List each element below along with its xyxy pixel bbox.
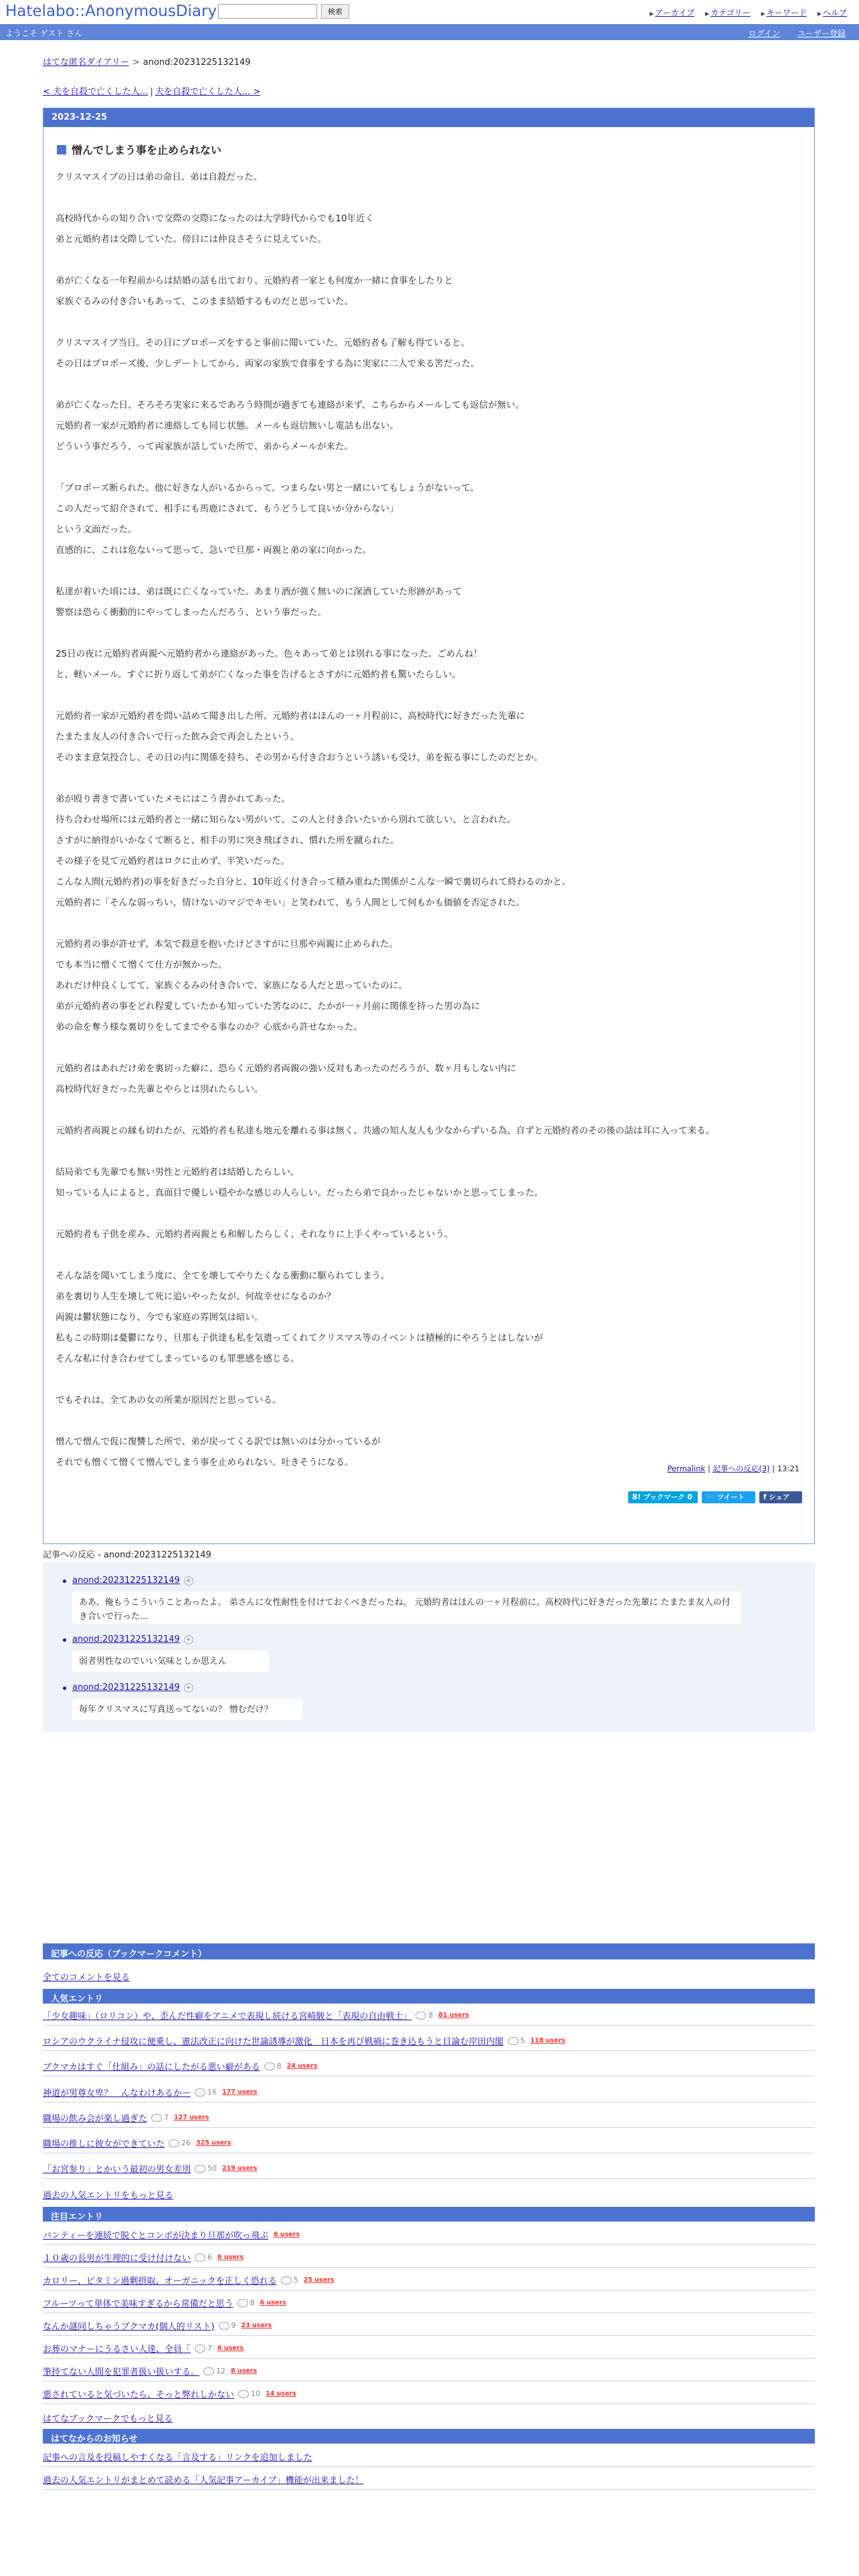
breadcrumb-home[interactable]: はてな匿名ダイアリー — [43, 58, 129, 68]
entry-title — [57, 142, 221, 157]
comment-count-value: 50 — [207, 2164, 217, 2173]
reactions-count-link[interactable]: 記事への反応(3) — [712, 1464, 770, 1473]
entry-line: 直感的に、これは危ないって思って、急いで旦那・両親と弟の家に向かった。 — [56, 545, 372, 556]
entry-line: 憎んで憎んで仮に復讐した所で、弟が戻ってくる訳では無いのは分かっているが — [56, 1436, 381, 1447]
arrow-icon: ▶ — [761, 11, 765, 17]
divider — [43, 2489, 815, 2490]
popular-entry — [43, 2137, 231, 2149]
entry-line: でもそれは、全てあの女の所業が原因だと思っている。 — [56, 1395, 282, 1406]
title-square-icon — [57, 145, 66, 154]
site-logo[interactable]: Hatelabo::AnonymousDiary — [5, 3, 217, 20]
comment-count — [169, 2139, 191, 2147]
arrow-icon: ▶ — [650, 11, 654, 17]
diary-entry — [43, 108, 815, 1544]
breadcrumb-separator: > — [132, 58, 140, 68]
permalink[interactable]: Permalink — [667, 1464, 706, 1473]
comment-count-value: 26 — [181, 2139, 191, 2147]
popular-entry — [43, 2111, 209, 2124]
notable-entry — [43, 2342, 244, 2355]
reaction-link[interactable]: anond:20231225132149 — [72, 1634, 180, 1644]
comment-count — [203, 2367, 225, 2375]
divider — [43, 2178, 815, 2179]
nav-help[interactable]: ヘルプ — [822, 8, 847, 17]
hatena-more-row — [43, 2411, 173, 2424]
entry-line: 待ち合わせ場所には元婚約者と一緒に知らない男がいて、この人と付き合いたいから別れて欲しい、と言われた。 — [56, 815, 516, 825]
entry-paragraph — [56, 789, 798, 914]
comment-count-value: 16 — [207, 2088, 217, 2097]
hatena-more-link[interactable]: はてなブックマークでもっと見る — [43, 2414, 173, 2424]
reaction-item — [72, 1683, 193, 1693]
comment-count-value: 7 — [207, 2344, 213, 2353]
divider — [43, 2466, 815, 2467]
users-count-link[interactable]: 25 users — [303, 2276, 335, 2284]
facebook-icon: f — [763, 1493, 769, 1501]
entry-line: その様子を見て元婚約者はロクに止めず、半笑いだった。 — [56, 856, 290, 867]
tweet-button[interactable]: 🐦 ツイート — [702, 1491, 755, 1503]
news-item — [43, 2473, 364, 2486]
notable-entry-link[interactable]: なんか謎同しちゃうブクマカ(個人的リスト) — [43, 2322, 215, 2332]
breadcrumb — [43, 55, 251, 68]
users-count-link[interactable]: 24 users — [286, 2062, 318, 2070]
comment-count — [151, 2113, 169, 2122]
entry-line: 元婚約者の事が許せず、本気で殺意を抱いたけどさすがに旦那や両親に止められた。 — [56, 939, 398, 950]
comment-bubble-icon — [195, 2088, 205, 2097]
comment-count — [264, 2062, 282, 2070]
users-count-link[interactable]: 219 users — [222, 2165, 258, 2172]
users-count-link[interactable]: 6 users — [231, 2367, 258, 2375]
entry-line: という文面だった。 — [56, 524, 137, 535]
entry-line: 両親は鬱状態になり、今でも家庭の雰囲気は暗い。 — [56, 1312, 264, 1323]
users-count-link[interactable]: 81 users — [438, 2012, 470, 2019]
popular-entry-link[interactable]: 「お宮参り」とかいう最初の男女差別 — [43, 2165, 191, 2175]
entry-line: この人だって紹介されて、相手にも馬鹿にされて、もうどうして良いか分からない」 — [56, 504, 399, 514]
popular-entry-link[interactable]: ブクマカはすぐ「仕組み」の話にしたがる悪い癖がある — [43, 2062, 260, 2072]
entry-time: 13:21 — [777, 1464, 799, 1473]
next-entry-link[interactable]: 夫を自殺で亡くした人... > — [155, 87, 261, 97]
prev-next-nav: < 夫を自殺で亡くした人... | 夫を自殺で亡くした人... > — [43, 87, 261, 97]
comment-count — [195, 2164, 217, 2173]
nav-keyword[interactable]: キーワード — [766, 8, 807, 17]
site-header — [0, 0, 859, 24]
expand-icon[interactable]: + — [184, 1635, 193, 1644]
divider — [43, 2335, 815, 2336]
users-count-link[interactable]: 6 users — [217, 2345, 244, 2352]
comment-bubble-icon — [237, 2299, 248, 2307]
entry-body — [56, 167, 798, 1494]
comment-bubble-icon — [508, 2037, 518, 2045]
comment-bubble-icon — [238, 2390, 249, 2398]
popular-entry-link[interactable]: 神道が男尊女卑？ んなわけあるかー — [43, 2088, 191, 2099]
notable-entry-link[interactable]: お葬のマナーにうるさい人達、全員「 — [43, 2345, 191, 2355]
comment-bubble-icon — [195, 2254, 205, 2262]
comment-bubble-icon — [151, 2114, 162, 2122]
news-link[interactable]: 記事への言及を投稿しやすくなる「言及する」リンクを追加しました — [43, 2453, 312, 2463]
entry-line: こんな人間(元婚約者)の事を好きだった自分と、10年近く付き合って積み重ねた関係がこんな一瞬で裏切られて終わるのかと。 — [56, 877, 571, 887]
entry-title-text: 憎んでしまう事を止められない — [72, 144, 222, 156]
entry-line: あれだけ仲良くしてて、家族ぐるみの付き合いで、家族になる人だと思っていたのに。 — [56, 980, 407, 991]
divider — [43, 2025, 815, 2026]
greeting-text: ようこそ ゲスト さん — [5, 29, 83, 38]
entry-paragraph — [56, 167, 798, 188]
news-item — [43, 2450, 312, 2463]
nav-category[interactable]: カテゴリー — [710, 8, 751, 17]
top-nav — [650, 7, 847, 18]
expand-icon[interactable]: + — [184, 1576, 193, 1586]
comment-count — [238, 2389, 260, 2398]
comment-count-value: 10 — [251, 2389, 261, 2398]
entry-line: 弟と元婚約者は交際していた。傍目には仲良さそうに見えていた。 — [56, 234, 326, 245]
comment-count-value: 5 — [520, 2036, 525, 2045]
entry-line: 私達が着いた頃には、弟は既に亡くなっていた。あまり酒が強く無いのに深酒していた形跡があって — [56, 586, 462, 597]
users-count-link[interactable]: 6 users — [273, 2231, 300, 2238]
entry-line: 高校時代からの知り合いで交際の交際になったのは大学時代からでも10年近く — [56, 213, 375, 224]
entry-line: それでも憎くて憎くて憎んでしまう事を止められない。吐きそうになる。 — [56, 1457, 354, 1468]
comment-bubble-icon — [169, 2139, 179, 2147]
reaction-item — [72, 1576, 193, 1586]
comment-count — [195, 2253, 212, 2262]
entry-meta: Permalink | 記事への反応(3) | 13:21 — [667, 1464, 799, 1473]
notable-entry — [43, 2228, 300, 2241]
entry-line: たまたま友人の付き合いで行った飲み会で再会したという。 — [56, 732, 300, 742]
entry-line: 元婚約者両親との縁も切れたが、元婚約者も私達も地元を離れる事は無く、共通の知人友人も少なからずいる為、自ずと元婚約者のその後の話は耳に入って来る。 — [56, 1125, 715, 1136]
comment-count-value: 7 — [164, 2113, 169, 2122]
notable-entry — [43, 2365, 257, 2377]
entry-line: 弟が殴り書きで書いていたメモにはこう書かれてあった。 — [56, 794, 290, 804]
comment-bubble-icon — [415, 2012, 426, 2020]
entry-paragraph — [56, 333, 798, 374]
popular-entry-link[interactable]: 「少女趣味」（ロリコン）や、歪んだ性癖をアニメで表現し続ける宮崎駿と「表現の自由戦士」 — [43, 2012, 412, 2022]
entry-paragraph — [56, 1059, 798, 1100]
notable-entry-link[interactable]: 悪されていると気づいたら、そっと弊れしかない — [43, 2390, 235, 2400]
users-count-link[interactable]: 6 users — [217, 2254, 244, 2261]
register-link[interactable]: ユーザー登録 — [797, 29, 846, 38]
popular-entry — [43, 2009, 469, 2022]
comment-count-value: 5 — [293, 2276, 298, 2284]
divider — [43, 2244, 815, 2245]
entry-line: でも本当に憎くて憎くて仕方が無かった。 — [56, 960, 227, 970]
comment-bubble-icon — [264, 2062, 275, 2070]
prev-entry-link[interactable]: < 夫を自殺で亡くした人... — [43, 87, 149, 97]
reactions-list — [43, 1562, 815, 1732]
comment-count-value: 12 — [216, 2367, 226, 2375]
notable-entry-link[interactable]: フルーツって単体で美味すぎるから常備だと思う — [43, 2299, 233, 2309]
search-input[interactable] — [218, 4, 317, 19]
entry-line: そのまま意気投合し、その日の内に関係を持ち、その男から付き合おうという誘いも受け、弟を振る事にしたのだとか。 — [56, 752, 543, 763]
comment-bubble-icon — [195, 2345, 205, 2353]
bookmark-heading: 記事への反応（ブックマークコメント） — [43, 1943, 815, 1959]
user-bar — [0, 24, 859, 40]
entry-paragraph — [56, 1121, 798, 1142]
entry-line: どういう事だろう、って両家族が話していた所で、弟からメールが来た。 — [56, 441, 353, 452]
notable-entry — [43, 2251, 244, 2264]
entry-line: と、軽いメール。すぐに折り返して弟が亡くなった事を告げるとさすがに元婚約者も驚いたらしい。 — [56, 669, 462, 680]
entry-line: 「プロポーズ断られた。他に好きな人がいるからって。つまらない男と一緒にいてもしょうがないって。 — [56, 483, 480, 494]
entry-line: 高校時代好きだった先輩とやらとは別れたらしい。 — [56, 1084, 264, 1095]
users-count-link[interactable]: 127 users — [174, 2114, 209, 2121]
entry-line: その日はプロポーズ後、少しデートしてから、両家の家族で食事をする為に実家に二人で来る筈だった。 — [56, 358, 480, 369]
users-count-link[interactable]: 177 users — [222, 2088, 258, 2096]
notable-entry-link[interactable]: 筆持てない人間を犯罪者扱い扱いする。 — [43, 2367, 200, 2377]
entry-paragraph — [56, 1224, 798, 1245]
users-count-link[interactable]: 23 users — [241, 2322, 272, 2329]
entry-paragraph — [56, 209, 798, 250]
popular-more-link[interactable]: 過去の人気エントリをもっと見る — [43, 2191, 174, 2201]
notable-entry-link[interactable]: カロリー、ビタミン過剰摂取、オーガニックを正しく恐れる — [43, 2276, 277, 2286]
divider — [43, 2050, 815, 2051]
reaction-text: ああ、俺もうこういうことあったよ。 弟さんに女性耐性を付けておくべきだったね。 元婚約者はほんの一ヶ月程前に、高校時代に好きだった先輩に たまたま友人の付き合いで行った... — [72, 1592, 741, 1624]
entry-date: 2023-12-25 — [43, 108, 814, 127]
divider — [43, 2358, 815, 2359]
entry-line: 家族ぐるみの付き合いもあって、このまま結婚するものだと思っていた。 — [56, 296, 354, 307]
divider — [43, 2267, 815, 2268]
entry-line: 元婚約者も子供を産み、元婚約者両親とも和解したらしく、それなりに上手くやっているという。 — [56, 1229, 454, 1240]
divider — [43, 2127, 815, 2128]
all-comments-link[interactable]: 全てのコメントを見る — [43, 1973, 130, 1983]
entry-line: 弟を裏切り人生を壊して死に追いやった女が、何故幸せになるのか？ — [56, 1291, 336, 1302]
popular-entry — [43, 2034, 565, 2047]
reaction-text: 弱者男性なのでいい気味としか思えん — [72, 1650, 269, 1672]
login-link[interactable]: ログイン — [748, 29, 780, 38]
entry-line: 弟が元婚約者の事をどれ程愛していたかも知っていた筈なのに、たかが一ヶ月前に関係を持った男の為に — [56, 1001, 480, 1012]
nav-archive[interactable]: アーカイブ — [655, 8, 694, 17]
users-count-link[interactable]: 6 users — [260, 2299, 286, 2306]
comment-count — [219, 2321, 236, 2330]
entry-line: 弟が亡くなった日、そろそろ実家に来るであろう時間が過ぎても連絡が来ず、こちらからメールしても返信が無い。 — [56, 400, 524, 411]
users-count-link[interactable]: 14 users — [266, 2390, 296, 2397]
popular-more-row — [43, 2188, 173, 2201]
entry-paragraph — [56, 706, 798, 768]
comment-count — [237, 2298, 255, 2307]
notable-entry-link[interactable]: パンティーを連続で脱ぐとコンボが決まり旦那が吹っ飛ぶ — [43, 2231, 268, 2241]
comment-count — [281, 2276, 298, 2284]
comment-bubble-icon — [195, 2165, 205, 2173]
reaction-link[interactable]: anond:20231225132149 — [72, 1576, 180, 1586]
divider — [43, 2403, 815, 2404]
entry-paragraph — [56, 1162, 798, 1204]
entry-line: 25日の夜に元婚約者両親へ元婚約者から連絡があった。色々あって弟とは別れる事になった。ごめんね！ — [56, 649, 482, 659]
facebook-share-button[interactable]: f シェア — [759, 1491, 802, 1503]
entry-line: 元婚約者に「そんな弱っちい、情けないのマジでキモい」と笑われて、もう人間として何もかも価値を否定された。 — [56, 897, 525, 908]
comment-count-value: 6 — [207, 2253, 213, 2262]
hatena-bookmark-button[interactable]: B! ブックマーク 0 — [628, 1491, 698, 1503]
comment-count-value: 8 — [276, 2062, 282, 2070]
expand-icon[interactable]: + — [184, 1683, 193, 1693]
comment-count — [508, 2036, 525, 2045]
popular-entry-link[interactable]: 職場の飲み会が楽し過ぎた — [43, 2114, 148, 2124]
entry-line: クリスマスイブの日は弟の命日。弟は自殺だった。 — [56, 172, 263, 183]
reaction-link[interactable]: anond:20231225132149 — [72, 1683, 180, 1693]
reaction-item — [72, 1634, 193, 1644]
users-count-link[interactable]: 325 users — [196, 2139, 231, 2147]
entry-line: 弟が亡くなる一年程前からは結婚の話も出ており、元婚約者一家とも何度か一緒に食事をしたりと — [56, 276, 453, 286]
entry-line: 元婚約者一家が元婚約者に連絡しても同じ状態。メールも返信無いし電話も出ない。 — [56, 421, 399, 431]
entry-line: 結局弟でも先輩でも無い男性と元婚約者は結婚したらしい。 — [56, 1167, 300, 1178]
notable-entry — [43, 2387, 296, 2400]
news-heading: はてなからのお知らせ — [43, 2429, 815, 2444]
popular-entry — [43, 2086, 257, 2099]
news-link[interactable]: 過去の人気エントリがまとめて読める「人気記事アーカイブ」機能が出来ました！ — [43, 2476, 364, 2486]
entry-line: 知っている人によると、真面目で優しい穏やかな感じの人らしい。だったら弟で良かったじゃないかと思ってしまった。 — [56, 1188, 543, 1198]
users-count-link[interactable]: 118 users — [530, 2037, 565, 2044]
notable-entry-link[interactable]: １０歳の長男が生理的に受け付けない — [43, 2254, 191, 2264]
bird-icon: 🐦 — [706, 1493, 717, 1501]
entry-paragraph — [56, 644, 798, 685]
comment-count-value: 8 — [428, 2011, 434, 2020]
entry-paragraph — [56, 395, 798, 457]
entry-line: そんな私に付き合わせてしまっているのも罪悪感を感じる。 — [56, 1354, 300, 1364]
all-comments-row — [43, 1970, 130, 1983]
comment-count — [195, 2344, 212, 2353]
entry-line: クリスマスイブ当日。その日にプロポーズをすると事前に聞いていた。元婚約者も了解も得ていると。 — [56, 338, 470, 348]
entry-paragraph — [56, 271, 798, 312]
notable-entry — [43, 2274, 334, 2286]
notable-heading: 注目エントリ — [43, 2207, 815, 2222]
entry-paragraph — [56, 1266, 798, 1370]
comment-count-value: 9 — [231, 2321, 236, 2330]
popular-entry-link[interactable]: ロシアのウクライナ侵攻に便乗し、憲法改正に向けた世論誘導が激化 日本を再び戦禍に巻き込もうと目論む岸田内閣 — [43, 2037, 504, 2047]
entry-line: さすがに納得がいかなくて断ると、相手の男に突き飛ばされ、慣れた所を蹴られた。 — [56, 835, 399, 846]
entry-line: 警察は恐らく衝動的にやってしまったんだろう、という事だった。 — [56, 607, 326, 618]
entry-line: 元婚約者はあれだけ弟を裏切った癖に、恐らく元婚約者両親の強い反対もあったのだろうが、数ヶ月もしない内に — [56, 1063, 516, 1074]
popular-heading: 人気エントリ — [43, 1989, 815, 2004]
comment-bubble-icon — [219, 2322, 229, 2330]
comment-bubble-icon — [281, 2276, 292, 2284]
popular-entry — [43, 2162, 257, 2175]
search-button[interactable]: 検索 — [321, 4, 349, 19]
entry-paragraph — [56, 478, 798, 561]
divider — [43, 2102, 815, 2103]
entry-line: 弟の命を奪う様な裏切りをしてまでやる事なのか？心底から許せなかった。 — [56, 1022, 363, 1033]
arrow-icon: ▶ — [817, 11, 822, 17]
reactions-heading: 記事への反応 - anond:20231225132149 — [43, 1550, 211, 1560]
arrow-icon: ▶ — [704, 11, 710, 17]
entry-paragraph — [56, 582, 798, 623]
notable-entry — [43, 2296, 286, 2309]
entry-line: 私もこの時期は憂鬱になり、旦那も子供達も私を気遣ってくれてクリスマス等のイベントは積極的にやろうとはしないが — [56, 1333, 543, 1344]
reaction-text: 毎年クリスマスに写真送ってないの？ 憎むだけ？ — [72, 1699, 302, 1720]
comment-count-value: 8 — [250, 2298, 255, 2307]
entry-line: そんな話を聞いてしまう度に、全てを壊してやりたくなる衝動に駆られてしまう。 — [56, 1271, 390, 1281]
share-buttons — [628, 1491, 802, 1503]
entry-paragraph — [56, 934, 798, 1038]
popular-entry — [43, 2060, 317, 2072]
comment-bubble-icon — [203, 2367, 214, 2375]
popular-entry-link[interactable]: 職場の推しに彼女ができていた — [43, 2139, 165, 2149]
notable-entry — [43, 2319, 272, 2332]
comment-count — [415, 2011, 433, 2020]
comment-count — [195, 2088, 217, 2097]
entry-paragraph — [56, 1390, 798, 1411]
entry-line: 元婚約者一家が元婚約者を問い詰めて聞き出した所、元婚約者はほんの一ヶ月程前に、高校時代に好きだった先輩に — [56, 711, 525, 722]
breadcrumb-current: anond:20231225132149 — [142, 58, 251, 68]
